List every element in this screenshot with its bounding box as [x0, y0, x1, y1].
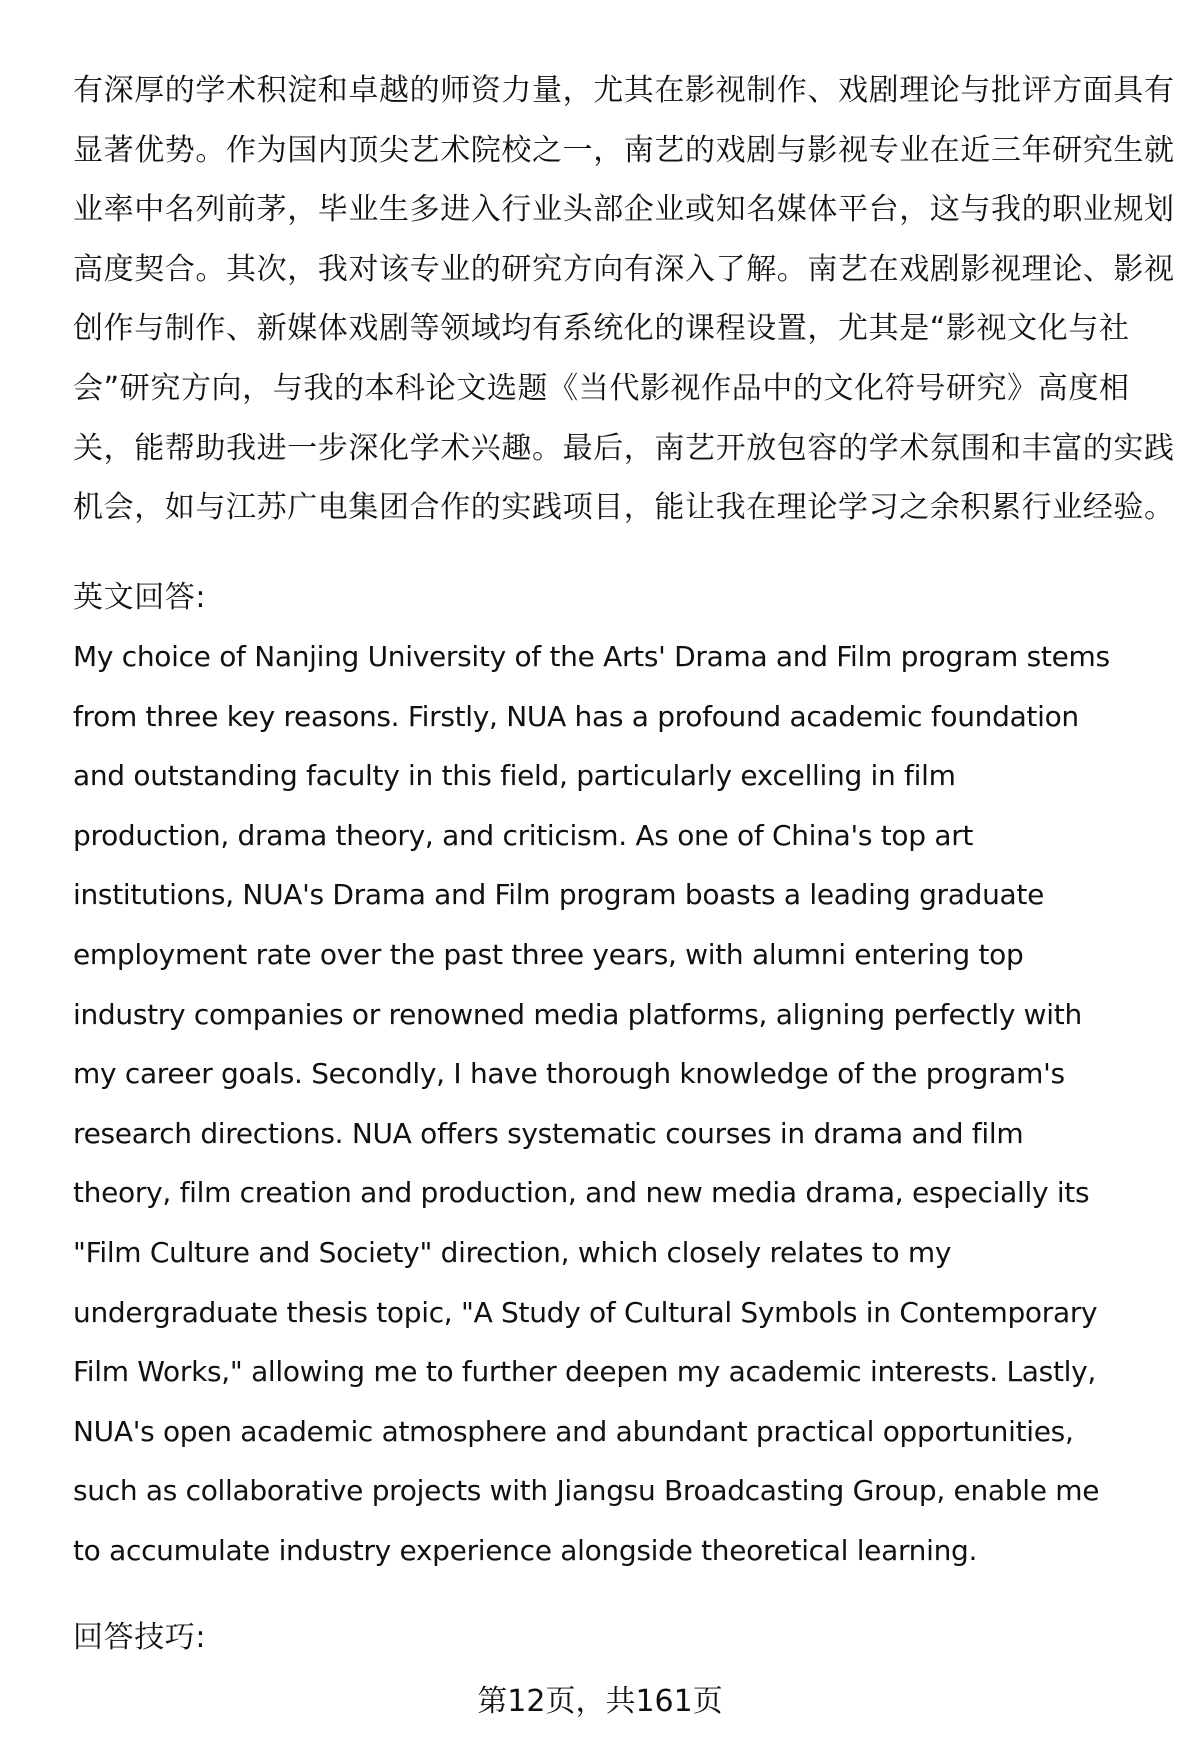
text-line: from three key reasons. Firstly, NUA has a profound academic foundation: [73, 699, 1079, 733]
text-line: 会”研究方向，与我的本科论文选题《当代影视作品中的文化符号研究》高度相: [73, 370, 1130, 406]
english-answer: [73, 627, 1110, 1581]
page-number: 第12页，共161页: [477, 1684, 723, 1719]
text-line: research directions. NUA offers systematic courses in drama and film: [73, 1116, 1024, 1150]
text-line: 有深厚的学术积淀和卓越的师资力量，尤其在影视制作、戏剧理论与批评方面具有: [73, 73, 1175, 108]
text-line: 创作与制作、新媒体戏剧等领域均有系统化的课程设置，尤其是“影视文化与社: [73, 311, 1130, 347]
text-line: production, drama theory, and criticism. As one of China's top art: [73, 818, 974, 852]
text-line: my career goals. Secondly, I have thorough knowledge of the program's: [73, 1057, 1065, 1091]
text-line: to accumulate industry experience alongside theoretical learning.: [73, 1533, 978, 1567]
text-line: "Film Culture and Society" direction, which closely relates to my: [73, 1235, 952, 1269]
english-heading: 英文回答:: [73, 580, 207, 615]
text-line: and outstanding faculty in this field, particularly excelling in film: [73, 759, 956, 793]
text-line: employment rate over the past three years, with alumni entering top: [73, 937, 1024, 971]
text-line: 显著优势。作为国内顶尖艺术院校之一，南艺的戏剧与影视专业在近三年研究生就: [73, 132, 1175, 168]
text-line: 业率中名列前茅，毕业生多进入行业头部企业或知名媒体平台，这与我的职业规划: [73, 192, 1175, 228]
text-line: Film Works," allowing me to further deepen my academic interests. Lastly,: [73, 1355, 1096, 1389]
text-line: 机会，如与江苏广电集团合作的实践项目，能让我在理论学习之余积累行业经验。: [73, 490, 1175, 526]
tips-heading: 回答技巧:: [73, 1620, 207, 1655]
text-line: industry companies or renowned media platforms, aligning perfectly with: [73, 997, 1082, 1031]
text-line: 高度契合。其次，我对该专业的研究方向有深入了解。南艺在戏剧影视理论、影视: [73, 251, 1175, 287]
text-line: My choice of Nanjing University of the Arts' Drama and Film program stems: [73, 640, 1110, 673]
text-line: theory, film creation and production, and new media drama, especially its: [73, 1176, 1090, 1210]
text-line: such as collaborative projects with Jiangsu Broadcasting Group, enable me: [73, 1474, 1100, 1508]
chinese-answer: [73, 61, 1175, 538]
text-line: undergraduate thesis topic, "A Study of Cultural Symbols in Contemporary: [73, 1295, 1098, 1329]
text-line: institutions, NUA's Drama and Film program boasts a leading graduate: [73, 878, 1045, 912]
text-line: 关，能帮助我进一步深化学术兴趣。最后，南艺开放包容的学术氛围和丰富的实践: [73, 430, 1175, 466]
text-line: NUA's open academic atmosphere and abundant practical opportunities,: [73, 1414, 1074, 1448]
